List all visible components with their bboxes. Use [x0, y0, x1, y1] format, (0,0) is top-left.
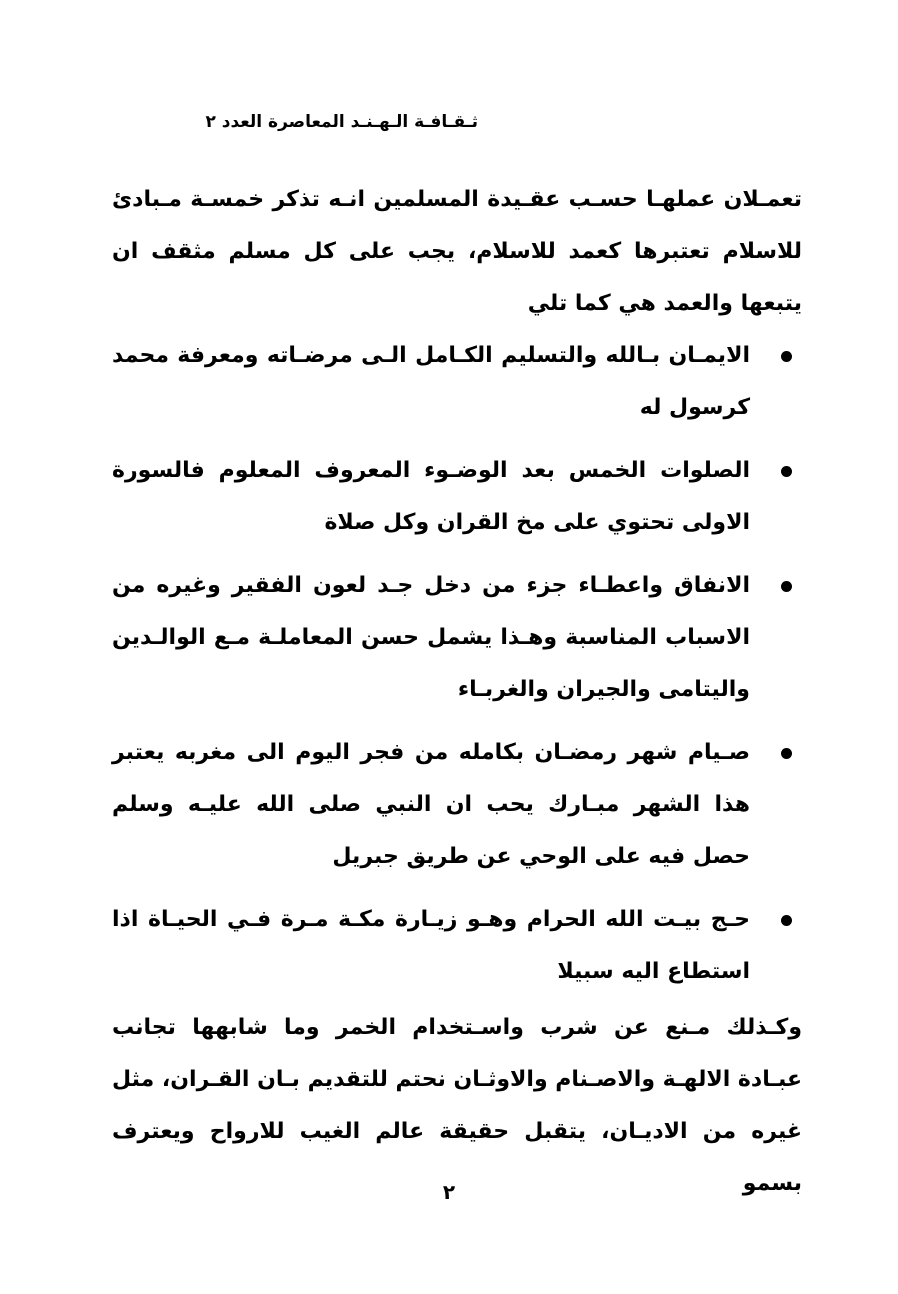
list-item-text: الانفاق واعطـاء جزء من دخل جـد لعون الفقير وغيره من الاسباب المناسبة وهـذا يشمل حسن المعاملـة مـع الوالـدين واليتامى والجيران والغربـاء [112, 573, 750, 702]
bullet-icon [781, 466, 792, 477]
bullet-icon [781, 915, 792, 926]
running-header: ثـقـافـة الـهـنـد المعاصرة العدد ٢ [205, 112, 478, 132]
list-item-text: صـيام شهر رمضـان بكامله من فجر اليوم الى مغربه يعتبر هذا الشهر مبـارك يحب ان النبي صلى الله عليـه وسلم حصل فيه على الوحي عن طريق جبريل [112, 740, 750, 869]
bullet-icon [781, 748, 792, 759]
bullet-icon [781, 351, 792, 362]
list-item-text: الصلوات الخمس بعد الوضـوء المعروف المعلوم فالسورة الاولى تحتوي على مخ القران وكل صلاة [112, 458, 750, 535]
list-item [112, 560, 802, 716]
list-item [112, 727, 802, 883]
bullet-icon [781, 581, 792, 592]
list-item [112, 330, 802, 434]
closing-paragraph: وكـذلك مـنع عن شرب واسـتخدام الخمر وما شابهها تجانب عبـادة الالهـة والاصـنام والاوثـان نحتم للتقديم بـان القـران، مثل غيره من الاديـان، يتقبل حقيقة عالم الغيب للارواح ويعترف بسمو [112, 1015, 802, 1196]
list-item-text: الايمـان بـالله والتسليم الكـامل الـى مرضـاته ومعرفة محمد كرسول له [112, 343, 750, 420]
page-number: ٢ [442, 1180, 456, 1204]
list-item-text: حـج بيـت الله الحرام وهـو زيـارة مكـة مـرة فـي الحيـاة اذا استطاع اليه سبيلا [112, 907, 750, 984]
list-item [112, 894, 802, 998]
list-item [112, 445, 802, 549]
intro-paragraph: تعمـلان عملهـا حسـب عقـيدة المسلمين انـه تذكر خمسـة مـبادئ للاسلام تعتبرها كعمد للاسلام، يجب على كل مسلم مثقف ان يتبعها والعمد هي كما تلي [112, 187, 802, 316]
pillars-list [112, 330, 802, 1009]
